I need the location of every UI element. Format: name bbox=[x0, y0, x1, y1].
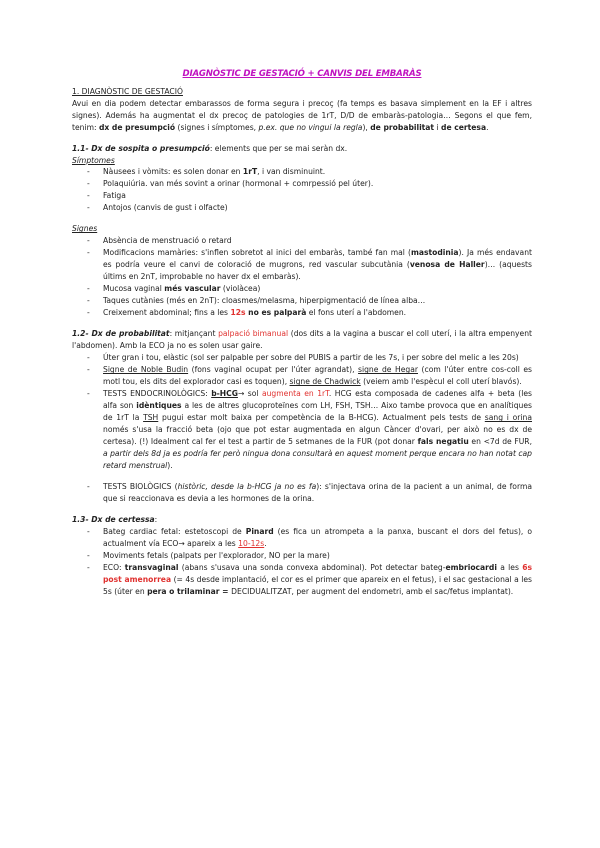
list-item: - Moviments fetals (palpats per l'explorador, NO per la mare) bbox=[72, 550, 532, 562]
section-heading-1: 1. DIAGNÒSTIC DE GESTACIÓ bbox=[72, 86, 183, 96]
document-page bbox=[72, 68, 532, 598]
list-item: - Signe de Noble Budin (fons vaginal ocupat per l'úter agrandat), signe de Hegar (com l'úter entre cos-coll es motl tou, els dits del explorador casi es toquen), signe de Chadwick (veiem amb l'espècul el coll uterí blavós). bbox=[72, 364, 532, 388]
biological-tests-list bbox=[72, 481, 532, 505]
signs-label: Signes bbox=[72, 224, 98, 234]
subsection-heading-1-3: 1.3- Dx de certessa: bbox=[72, 515, 158, 525]
list-item: - Fatiga bbox=[72, 190, 532, 202]
list-item: - Absència de menstruació o retard bbox=[72, 235, 532, 247]
subsection-heading-1-1: 1.1- Dx de sospita o presumpció: elements que per se mai seràn dx. bbox=[72, 143, 348, 153]
intro-paragraph: Avui en dia podem detectar embarassos de forma segura i precoç (fa temps es basava simplement en la EF i altres signes). Además ha augmentat el dx precoç de patologies de 1rT, D/D de embaràs-patologia… Segons el que fem, tenim: dx de presumpció (signes i símptomes, p.ex. que no vingui la regla), de probabilitat i de certesa. bbox=[72, 98, 532, 132]
certainty-list bbox=[72, 526, 532, 598]
list-item: - Mucosa vaginal més vascular (violàcea) bbox=[72, 283, 532, 295]
list-item: - Bateg cardiac fetal: estetoscopi de Pinard (es fica un atrompeta a la panxa, buscant el dors del fetus), o actualment vía ECO→ apareix a les 10-12s. bbox=[72, 526, 532, 550]
list-item: - Nàusees i vòmits: es solen donar en 1rT, i van disminuint. bbox=[72, 166, 532, 178]
list-item: - Taques cutànies (més en 2nT): cloasmes/melasma, hiperpigmentació de línea alba… bbox=[72, 295, 532, 307]
document-title: DIAGNÒSTIC DE GESTACIÓ + CANVIS DEL EMBARÀS bbox=[182, 69, 422, 79]
list-item: - Creixement abdominal; fins a les 12s no es palparà el fons uterí a l'abdomen. bbox=[72, 307, 532, 319]
list-item: - Antojos (canvis de gust i olfacte) bbox=[72, 202, 532, 214]
list-item: - TESTS BIOLÒGICS (històric, desde la b-HCG ja no es fa): s'injectava orina de la pacient a un animal, de forma que si reaccionava es devia a les hormones de la orina. bbox=[72, 481, 532, 505]
subsection-heading-1-2: 1.2- Dx de probabilitat: mitjançant palpació bimanual (dos dits a la vagina a buscar el coll uterí, i la altra empenyent l'abdomen). Amb la ECO ja no es solen usar gaire. bbox=[72, 329, 532, 351]
list-item: - Modificacions mamàries: s'inflen sobretot al inici del embaràs, també fan mal (mastodinia). Ja més endavant es podría veure el canvi de coloració de mugrons, red vascular subcutània (venosa de Haller)… (aquests últims en 2nT, improbable no haver dx el embaràs). bbox=[72, 247, 532, 283]
signs-list bbox=[72, 235, 532, 319]
symptoms-label: Símptomes bbox=[72, 155, 115, 165]
probability-list bbox=[72, 352, 532, 472]
list-item: - ECO: transvaginal (abans s'usava una sonda convexa abdominal). Pot detectar bateg-embriocardi a les 6s post amenorrea (= 4s desde implantació, el cor es el primer que apareix en el fetus), i el sac gestacional a les 5s (úter en pera o trilaminar = DECIDUALITZAT, per augment del endometri, amb el sac/fetus implantat). bbox=[72, 562, 532, 598]
list-item: - Úter gran i tou, elàstic (sol ser palpable per sobre del PUBIS a partir de les 7s, i per sobre del melic a les 20s) bbox=[72, 352, 532, 364]
list-item: - Polaquiúria. van més sovint a orinar (hormonal + comrpessió pel úter). bbox=[72, 178, 532, 190]
symptoms-list bbox=[72, 166, 532, 214]
list-item: - TESTS ENDOCRINOLÒGICS: b-HCG→ sol augmenta en 1rT. HCG esta composada de cadenes alfa + beta (les alfa son idèntiques a les de altres glucoproteïnes com LH, FSH, TSH… Aixo tambe provoca que en analítiques de 1rT la TSH pugui estar molt baixa per competència de la B-HCG). Actualment pels tests de sang i orina només s'usa la fracció beta (ojo que pot estar augmentada en algun Càncer d'ovari, per això no es dx de certesa). (!) Idealment cal fer el test a partir de 5 setmanes de la FUR (pot donar fals negatiu en <7d de FUR, a partir dels 8d ja es podría fer però ningua dona consultarà en aquest moment perque encara no han notat cap retard menstrual). bbox=[72, 388, 532, 472]
